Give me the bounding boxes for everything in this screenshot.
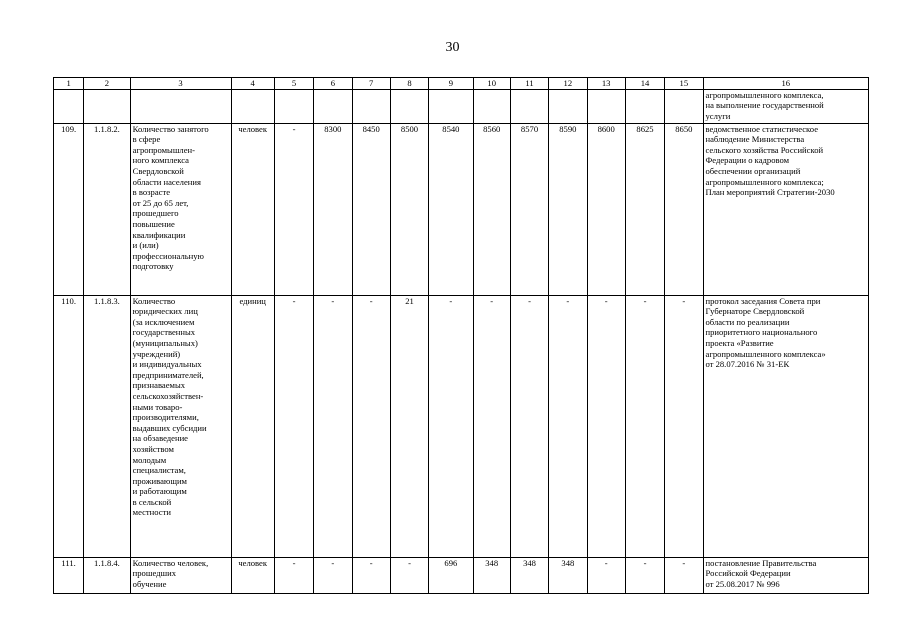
value-cell: - [352, 557, 390, 593]
value-cell: - [665, 557, 703, 593]
value-cell: - [549, 295, 587, 557]
column-header: 11 [510, 78, 548, 90]
value-cell: - [314, 295, 352, 557]
table-row [54, 295, 869, 557]
row-code: 1.1.8.3. [84, 295, 130, 557]
unit-cell: единиц [231, 295, 274, 557]
column-header: 9 [429, 78, 473, 90]
value-cell: - [274, 295, 313, 557]
value-cell: - [587, 295, 625, 557]
value-cell: - [665, 295, 703, 557]
column-header: 15 [665, 78, 703, 90]
table-row [54, 123, 869, 295]
column-header: 12 [549, 78, 587, 90]
value-cell: 348 [549, 557, 587, 593]
row-code: 1.1.8.4. [84, 557, 130, 593]
value-cell: 8570 [510, 123, 548, 295]
continuation-source-cell: агропромышленного комплекса, на выполнение государственной услуги [703, 89, 869, 123]
value-cell: - [352, 295, 390, 557]
value-cell: 8500 [390, 123, 428, 295]
value-cell: - [314, 557, 352, 593]
value-cell: - [274, 557, 313, 593]
value-cell: - [587, 557, 625, 593]
value-cell: 696 [429, 557, 473, 593]
value-cell: - [473, 295, 510, 557]
value-cell: - [429, 295, 473, 557]
row-number: 109. [54, 123, 84, 295]
value-cell: 8560 [473, 123, 510, 295]
indicator-name: Количество занятого в сфере агропромышлен- ного комплекса Свердловской области населения в возрасте от 25 до 65 лет, прошедшего повышение квалификации и (или) профессиональную подготовку [130, 123, 231, 295]
row-number: 111. [54, 557, 84, 593]
value-cell: - [625, 295, 664, 557]
column-header: 3 [130, 78, 231, 90]
column-header: 8 [390, 78, 428, 90]
column-header: 16 [703, 78, 869, 90]
column-header: 6 [314, 78, 352, 90]
value-cell: 8590 [549, 123, 587, 295]
row-number: 110. [54, 295, 84, 557]
unit-cell: человек [231, 557, 274, 593]
column-header: 7 [352, 78, 390, 90]
value-cell: 8540 [429, 123, 473, 295]
column-header: 5 [274, 78, 313, 90]
column-header: 4 [231, 78, 274, 90]
column-header: 2 [84, 78, 130, 90]
source-cell: ведомственное статистическое наблюдение Министерства сельского хозяйства Российской Федерации о кадровом обеспечении организаций агропромышленного комплекса; План мероприятий Стратегии-2030 [703, 123, 869, 295]
row-code: 1.1.8.2. [84, 123, 130, 295]
indicator-name: Количество человек, прошедших обучение [130, 557, 231, 593]
column-header: 10 [473, 78, 510, 90]
unit-cell: человек [231, 123, 274, 295]
value-cell: 21 [390, 295, 428, 557]
column-header: 13 [587, 78, 625, 90]
table-row [54, 557, 869, 593]
value-cell: 348 [510, 557, 548, 593]
value-cell: 8625 [625, 123, 664, 295]
page-number: 30 [445, 40, 460, 55]
source-cell: протокол заседания Совета при Губернаторе Свердловской области по реализации приоритетного национального проекта «Развитие агропромышленного комплекса» от 28.07.2016 № 31-ЕК [703, 295, 869, 557]
value-cell: - [274, 123, 313, 295]
source-cell: постановление Правительства Российской Федерации от 25.08.2017 № 996 [703, 557, 869, 593]
value-cell: 8650 [665, 123, 703, 295]
continuation-row [54, 89, 869, 123]
value-cell: - [510, 295, 548, 557]
column-header: 1 [54, 78, 84, 90]
indicators-table [53, 77, 869, 594]
value-cell: - [625, 557, 664, 593]
value-cell: 348 [473, 557, 510, 593]
value-cell: - [390, 557, 428, 593]
value-cell: 8300 [314, 123, 352, 295]
column-header: 14 [625, 78, 664, 90]
column-number-row [54, 78, 869, 90]
value-cell: 8450 [352, 123, 390, 295]
value-cell: 8600 [587, 123, 625, 295]
indicator-name: Количество юридических лиц (за исключением государственных (муниципальных) учреждений) и индивидуальных предпринимателей, признаваемых сельскохозяйствен- ными товаро- производителями, выдавших субсидии на обзаведение хозяйством молодым специалистам, проживающим и работающим в сельской местности [130, 295, 231, 557]
